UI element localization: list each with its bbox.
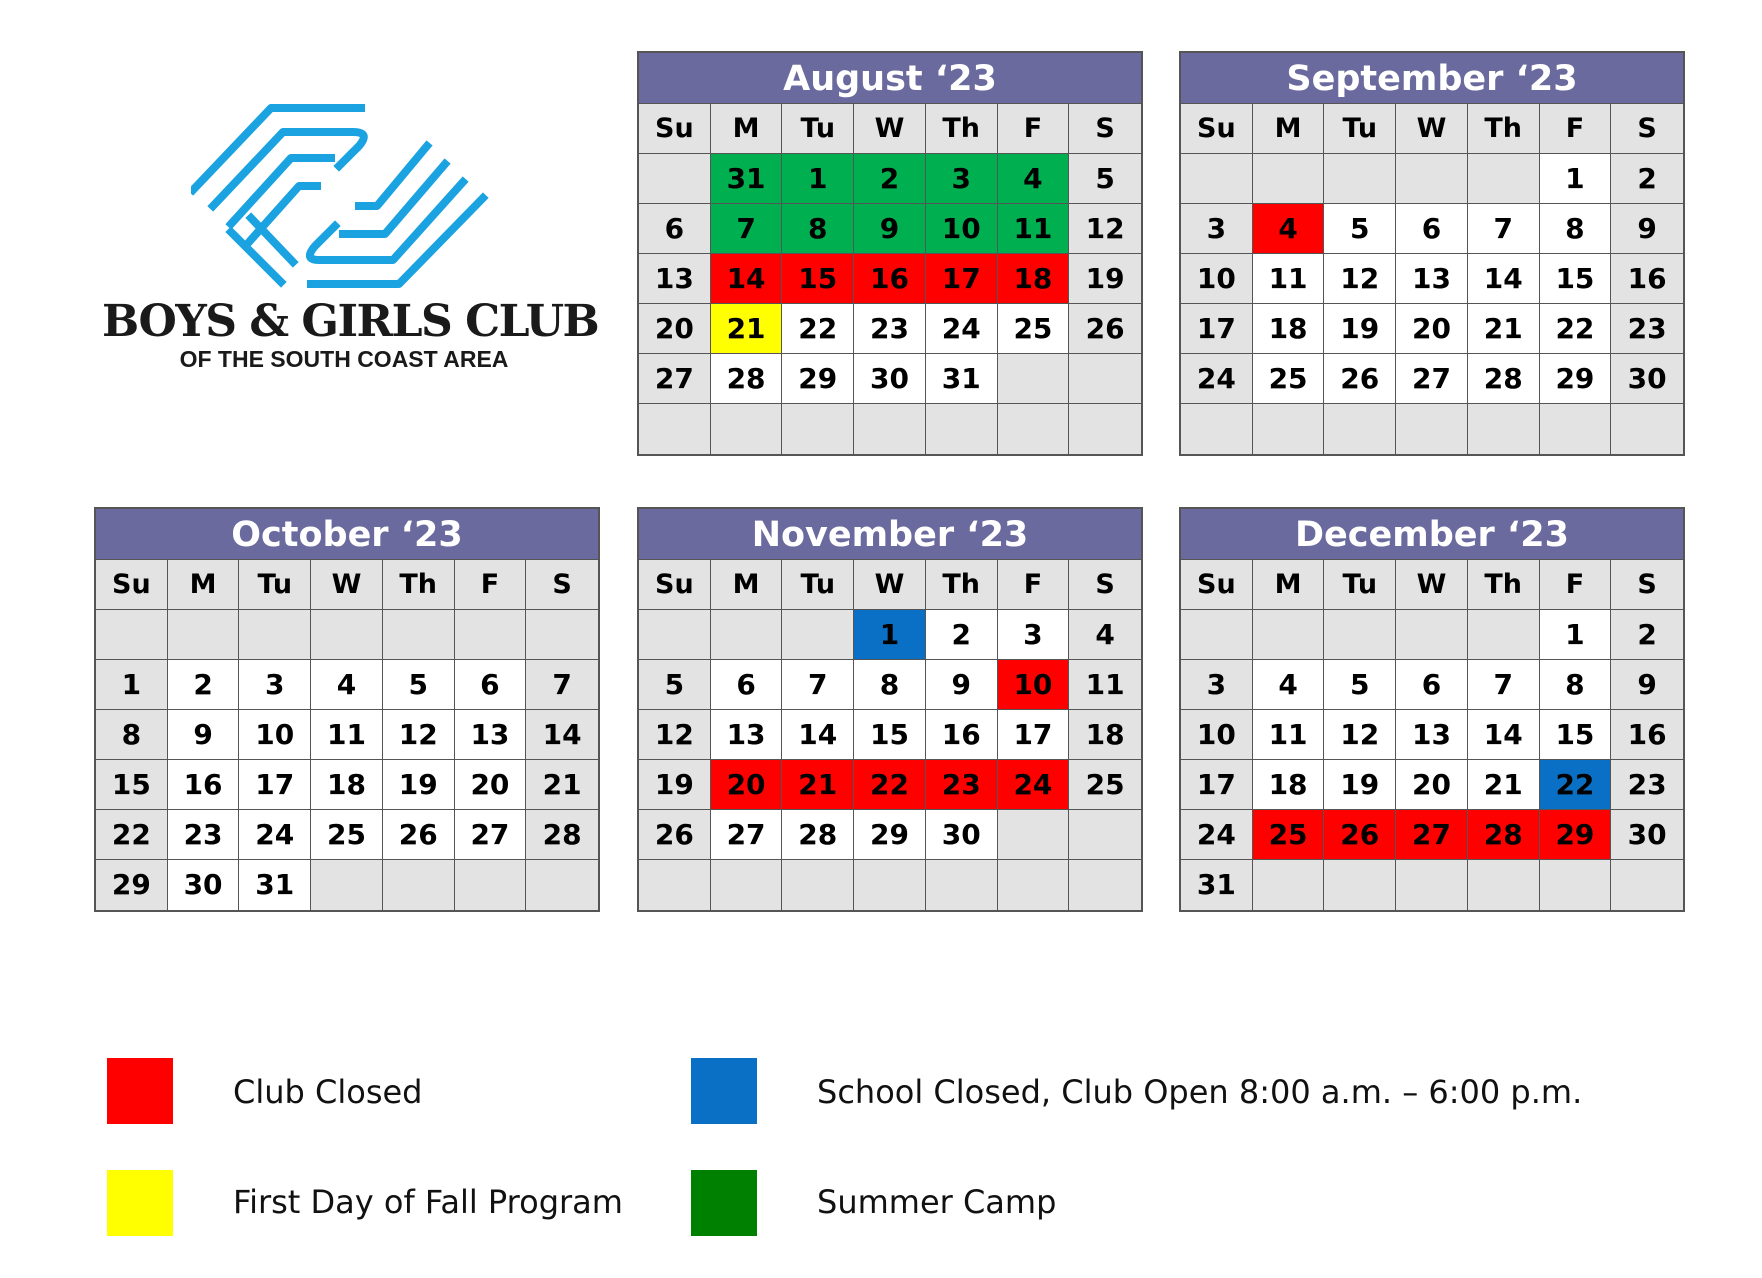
weekday-header: S bbox=[1611, 104, 1683, 154]
legend-swatch-first-day bbox=[107, 1170, 173, 1236]
day-cell: 9 bbox=[854, 204, 926, 254]
day-cell: 3 bbox=[998, 610, 1070, 660]
day-cell: 4 bbox=[1253, 660, 1325, 710]
legend-swatch-summer-camp bbox=[691, 1170, 757, 1236]
weekday-header: S bbox=[1069, 104, 1141, 154]
empty-day-cell bbox=[1540, 404, 1612, 454]
weekday-header: F bbox=[998, 104, 1070, 154]
day-cell: 22 bbox=[854, 760, 926, 810]
day-cell: 23 bbox=[168, 810, 240, 860]
empty-day-cell bbox=[1468, 154, 1540, 204]
day-cell: 1 bbox=[782, 154, 854, 204]
weekday-header: W bbox=[1396, 560, 1468, 610]
day-cell: 19 bbox=[639, 760, 711, 810]
day-cell: 21 bbox=[782, 760, 854, 810]
day-cell: 20 bbox=[711, 760, 783, 810]
empty-day-cell bbox=[1069, 404, 1141, 454]
day-cell: 14 bbox=[711, 254, 783, 304]
weekday-header: W bbox=[311, 560, 383, 610]
empty-day-cell bbox=[998, 404, 1070, 454]
weekday-header: Th bbox=[926, 104, 998, 154]
weekday-header: S bbox=[1611, 560, 1683, 610]
month-title: September ‘23 bbox=[1181, 53, 1683, 104]
day-cell: 9 bbox=[1611, 660, 1683, 710]
legend-label-school-closed: School Closed, Club Open 8:00 a.m. – 6:00 p.m. bbox=[817, 1073, 1583, 1111]
day-cell: 20 bbox=[1396, 760, 1468, 810]
day-cell: 12 bbox=[1324, 254, 1396, 304]
day-cell: 7 bbox=[526, 660, 598, 710]
month-grid bbox=[639, 104, 1141, 454]
day-cell: 9 bbox=[168, 710, 240, 760]
day-cell: 26 bbox=[1324, 354, 1396, 404]
empty-day-cell bbox=[311, 610, 383, 660]
weekday-header: S bbox=[1069, 560, 1141, 610]
day-cell: 6 bbox=[1396, 204, 1468, 254]
day-cell: 1 bbox=[854, 610, 926, 660]
day-cell: 22 bbox=[1540, 760, 1612, 810]
day-cell: 17 bbox=[998, 710, 1070, 760]
weekday-header: S bbox=[526, 560, 598, 610]
weekday-header: Su bbox=[1181, 104, 1253, 154]
day-cell: 27 bbox=[1396, 354, 1468, 404]
day-cell: 17 bbox=[926, 254, 998, 304]
weekday-header: Tu bbox=[1324, 104, 1396, 154]
day-cell: 24 bbox=[1181, 354, 1253, 404]
empty-day-cell bbox=[1253, 860, 1325, 910]
day-cell: 30 bbox=[1611, 810, 1683, 860]
weekday-header: Tu bbox=[1324, 560, 1396, 610]
day-cell: 18 bbox=[998, 254, 1070, 304]
legend-label-first-day: First Day of Fall Program bbox=[233, 1183, 623, 1221]
day-cell: 11 bbox=[1253, 254, 1325, 304]
day-cell: 20 bbox=[455, 760, 527, 810]
empty-day-cell bbox=[854, 404, 926, 454]
day-cell: 24 bbox=[998, 760, 1070, 810]
day-cell: 29 bbox=[1540, 354, 1612, 404]
day-cell: 10 bbox=[239, 710, 311, 760]
day-cell: 24 bbox=[1181, 810, 1253, 860]
day-cell: 14 bbox=[1468, 254, 1540, 304]
weekday-header: Su bbox=[639, 560, 711, 610]
empty-day-cell bbox=[1396, 154, 1468, 204]
empty-day-cell bbox=[1468, 404, 1540, 454]
day-cell: 8 bbox=[782, 204, 854, 254]
day-cell: 7 bbox=[782, 660, 854, 710]
weekday-header: Su bbox=[639, 104, 711, 154]
empty-day-cell bbox=[711, 610, 783, 660]
day-cell: 7 bbox=[1468, 204, 1540, 254]
day-cell: 9 bbox=[926, 660, 998, 710]
empty-day-cell bbox=[1253, 610, 1325, 660]
empty-day-cell bbox=[998, 810, 1070, 860]
empty-day-cell bbox=[998, 860, 1070, 910]
day-cell: 14 bbox=[1468, 710, 1540, 760]
month-grid bbox=[96, 560, 598, 910]
day-cell: 9 bbox=[1611, 204, 1683, 254]
day-cell: 8 bbox=[1540, 204, 1612, 254]
day-cell: 13 bbox=[639, 254, 711, 304]
day-cell: 8 bbox=[854, 660, 926, 710]
day-cell: 27 bbox=[711, 810, 783, 860]
day-cell: 5 bbox=[1324, 204, 1396, 254]
weekday-header: Th bbox=[926, 560, 998, 610]
day-cell: 6 bbox=[711, 660, 783, 710]
day-cell: 19 bbox=[1324, 304, 1396, 354]
empty-day-cell bbox=[455, 860, 527, 910]
day-cell: 15 bbox=[782, 254, 854, 304]
day-cell: 3 bbox=[239, 660, 311, 710]
weekday-header: M bbox=[1253, 104, 1325, 154]
day-cell: 16 bbox=[854, 254, 926, 304]
day-cell: 11 bbox=[311, 710, 383, 760]
day-cell: 30 bbox=[926, 810, 998, 860]
day-cell: 23 bbox=[1611, 760, 1683, 810]
day-cell: 28 bbox=[1468, 354, 1540, 404]
day-cell: 31 bbox=[711, 154, 783, 204]
empty-day-cell bbox=[1253, 154, 1325, 204]
day-cell: 20 bbox=[639, 304, 711, 354]
day-cell: 26 bbox=[639, 810, 711, 860]
empty-day-cell bbox=[1611, 860, 1683, 910]
day-cell: 24 bbox=[239, 810, 311, 860]
club-logo bbox=[96, 100, 599, 380]
day-cell: 7 bbox=[1468, 660, 1540, 710]
day-cell: 14 bbox=[526, 710, 598, 760]
day-cell: 22 bbox=[1540, 304, 1612, 354]
weekday-header: F bbox=[455, 560, 527, 610]
empty-day-cell bbox=[639, 404, 711, 454]
calendar-august bbox=[637, 51, 1143, 456]
weekday-header: Th bbox=[383, 560, 455, 610]
day-cell: 25 bbox=[1253, 810, 1325, 860]
empty-day-cell bbox=[711, 404, 783, 454]
day-cell: 19 bbox=[383, 760, 455, 810]
empty-day-cell bbox=[639, 610, 711, 660]
weekday-header: Th bbox=[1468, 104, 1540, 154]
day-cell: 29 bbox=[1540, 810, 1612, 860]
day-cell: 3 bbox=[1181, 660, 1253, 710]
day-cell: 5 bbox=[639, 660, 711, 710]
day-cell: 29 bbox=[854, 810, 926, 860]
month-grid bbox=[1181, 560, 1683, 910]
empty-day-cell bbox=[1468, 860, 1540, 910]
day-cell: 22 bbox=[782, 304, 854, 354]
day-cell: 3 bbox=[926, 154, 998, 204]
day-cell: 13 bbox=[455, 710, 527, 760]
day-cell: 11 bbox=[1253, 710, 1325, 760]
day-cell: 15 bbox=[1540, 710, 1612, 760]
day-cell: 23 bbox=[854, 304, 926, 354]
day-cell: 2 bbox=[854, 154, 926, 204]
day-cell: 27 bbox=[1396, 810, 1468, 860]
day-cell: 17 bbox=[1181, 760, 1253, 810]
empty-day-cell bbox=[455, 610, 527, 660]
day-cell: 25 bbox=[311, 810, 383, 860]
handshake-logo-icon bbox=[191, 100, 491, 290]
day-cell: 20 bbox=[1396, 304, 1468, 354]
weekday-header: Tu bbox=[782, 560, 854, 610]
empty-day-cell bbox=[711, 860, 783, 910]
empty-day-cell bbox=[1324, 860, 1396, 910]
day-cell: 5 bbox=[1324, 660, 1396, 710]
day-cell: 21 bbox=[711, 304, 783, 354]
empty-day-cell bbox=[1396, 610, 1468, 660]
day-cell: 31 bbox=[1181, 860, 1253, 910]
day-cell: 26 bbox=[383, 810, 455, 860]
day-cell: 30 bbox=[168, 860, 240, 910]
day-cell: 12 bbox=[383, 710, 455, 760]
empty-day-cell bbox=[1324, 404, 1396, 454]
weekday-header: Tu bbox=[239, 560, 311, 610]
day-cell: 28 bbox=[711, 354, 783, 404]
day-cell: 17 bbox=[239, 760, 311, 810]
legend-label-club-closed: Club Closed bbox=[233, 1073, 423, 1111]
day-cell: 29 bbox=[782, 354, 854, 404]
empty-day-cell bbox=[1396, 860, 1468, 910]
legend-label-summer-camp: Summer Camp bbox=[817, 1183, 1057, 1221]
weekday-header: M bbox=[168, 560, 240, 610]
weekday-header: W bbox=[854, 104, 926, 154]
day-cell: 25 bbox=[1069, 760, 1141, 810]
day-cell: 10 bbox=[998, 660, 1070, 710]
day-cell: 2 bbox=[1611, 154, 1683, 204]
day-cell: 8 bbox=[96, 710, 168, 760]
day-cell: 12 bbox=[1324, 710, 1396, 760]
day-cell: 18 bbox=[1069, 710, 1141, 760]
month-title: December ‘23 bbox=[1181, 509, 1683, 560]
legend-swatch-club-closed bbox=[107, 1058, 173, 1124]
empty-day-cell bbox=[782, 860, 854, 910]
empty-day-cell bbox=[1468, 610, 1540, 660]
weekday-header: Su bbox=[1181, 560, 1253, 610]
day-cell: 28 bbox=[1468, 810, 1540, 860]
empty-day-cell bbox=[926, 860, 998, 910]
month-grid bbox=[1181, 104, 1683, 454]
weekday-header: M bbox=[711, 560, 783, 610]
day-cell: 4 bbox=[1253, 204, 1325, 254]
day-cell: 27 bbox=[455, 810, 527, 860]
day-cell: 5 bbox=[383, 660, 455, 710]
day-cell: 15 bbox=[96, 760, 168, 810]
day-cell: 26 bbox=[1069, 304, 1141, 354]
empty-day-cell bbox=[1396, 404, 1468, 454]
day-cell: 24 bbox=[926, 304, 998, 354]
empty-day-cell bbox=[239, 610, 311, 660]
day-cell: 22 bbox=[96, 810, 168, 860]
empty-day-cell bbox=[639, 154, 711, 204]
day-cell: 14 bbox=[782, 710, 854, 760]
day-cell: 1 bbox=[1540, 610, 1612, 660]
empty-day-cell bbox=[1253, 404, 1325, 454]
empty-day-cell bbox=[311, 860, 383, 910]
weekday-header: F bbox=[1540, 104, 1612, 154]
day-cell: 10 bbox=[1181, 254, 1253, 304]
day-cell: 19 bbox=[1069, 254, 1141, 304]
calendar-december bbox=[1179, 507, 1685, 912]
day-cell: 6 bbox=[639, 204, 711, 254]
day-cell: 15 bbox=[1540, 254, 1612, 304]
day-cell: 5 bbox=[1069, 154, 1141, 204]
logo-subtitle: OF THE SOUTH COAST AREA bbox=[179, 346, 509, 372]
logo-title: BOYS & GIRLS CLUB bbox=[102, 296, 599, 347]
day-cell: 10 bbox=[926, 204, 998, 254]
empty-day-cell bbox=[926, 404, 998, 454]
day-cell: 2 bbox=[926, 610, 998, 660]
empty-day-cell bbox=[1181, 404, 1253, 454]
weekday-header: W bbox=[854, 560, 926, 610]
day-cell: 17 bbox=[1181, 304, 1253, 354]
day-cell: 31 bbox=[239, 860, 311, 910]
calendar-november bbox=[637, 507, 1143, 912]
day-cell: 21 bbox=[1468, 304, 1540, 354]
legend-swatch-school-closed bbox=[691, 1058, 757, 1124]
empty-day-cell bbox=[1069, 860, 1141, 910]
weekday-header: M bbox=[1253, 560, 1325, 610]
day-cell: 21 bbox=[1468, 760, 1540, 810]
weekday-header: Su bbox=[96, 560, 168, 610]
calendar-september bbox=[1179, 51, 1685, 456]
day-cell: 18 bbox=[311, 760, 383, 810]
empty-day-cell bbox=[639, 860, 711, 910]
day-cell: 2 bbox=[1611, 610, 1683, 660]
day-cell: 25 bbox=[1253, 354, 1325, 404]
empty-day-cell bbox=[782, 610, 854, 660]
day-cell: 30 bbox=[854, 354, 926, 404]
day-cell: 18 bbox=[1253, 304, 1325, 354]
empty-day-cell bbox=[1611, 404, 1683, 454]
day-cell: 13 bbox=[1396, 254, 1468, 304]
day-cell: 28 bbox=[526, 810, 598, 860]
day-cell: 28 bbox=[782, 810, 854, 860]
day-cell: 1 bbox=[96, 660, 168, 710]
empty-day-cell bbox=[1069, 354, 1141, 404]
month-title: November ‘23 bbox=[639, 509, 1141, 560]
empty-day-cell bbox=[383, 610, 455, 660]
day-cell: 29 bbox=[96, 860, 168, 910]
day-cell: 21 bbox=[526, 760, 598, 810]
day-cell: 16 bbox=[168, 760, 240, 810]
day-cell: 3 bbox=[1181, 204, 1253, 254]
empty-day-cell bbox=[1540, 860, 1612, 910]
weekday-header: Th bbox=[1468, 560, 1540, 610]
weekday-header: F bbox=[998, 560, 1070, 610]
empty-day-cell bbox=[1181, 154, 1253, 204]
empty-day-cell bbox=[168, 610, 240, 660]
empty-day-cell bbox=[998, 354, 1070, 404]
day-cell: 12 bbox=[639, 710, 711, 760]
day-cell: 12 bbox=[1069, 204, 1141, 254]
day-cell: 15 bbox=[854, 710, 926, 760]
day-cell: 10 bbox=[1181, 710, 1253, 760]
empty-day-cell bbox=[1324, 154, 1396, 204]
day-cell: 6 bbox=[1396, 660, 1468, 710]
day-cell: 26 bbox=[1324, 810, 1396, 860]
day-cell: 4 bbox=[998, 154, 1070, 204]
day-cell: 1 bbox=[1540, 154, 1612, 204]
day-cell: 4 bbox=[311, 660, 383, 710]
day-cell: 23 bbox=[1611, 304, 1683, 354]
day-cell: 23 bbox=[926, 760, 998, 810]
day-cell: 13 bbox=[711, 710, 783, 760]
month-title: August ‘23 bbox=[639, 53, 1141, 104]
day-cell: 6 bbox=[455, 660, 527, 710]
weekday-header: F bbox=[1540, 560, 1612, 610]
empty-day-cell bbox=[526, 860, 598, 910]
empty-day-cell bbox=[782, 404, 854, 454]
empty-day-cell bbox=[1181, 610, 1253, 660]
empty-day-cell bbox=[96, 610, 168, 660]
weekday-header: W bbox=[1396, 104, 1468, 154]
month-grid bbox=[639, 560, 1141, 910]
day-cell: 13 bbox=[1396, 710, 1468, 760]
day-cell: 31 bbox=[926, 354, 998, 404]
day-cell: 19 bbox=[1324, 760, 1396, 810]
day-cell: 27 bbox=[639, 354, 711, 404]
weekday-header: M bbox=[711, 104, 783, 154]
day-cell: 7 bbox=[711, 204, 783, 254]
day-cell: 30 bbox=[1611, 354, 1683, 404]
day-cell: 8 bbox=[1540, 660, 1612, 710]
empty-day-cell bbox=[526, 610, 598, 660]
day-cell: 11 bbox=[1069, 660, 1141, 710]
day-cell: 16 bbox=[1611, 254, 1683, 304]
day-cell: 18 bbox=[1253, 760, 1325, 810]
day-cell: 4 bbox=[1069, 610, 1141, 660]
weekday-header: Tu bbox=[782, 104, 854, 154]
empty-day-cell bbox=[1069, 810, 1141, 860]
empty-day-cell bbox=[1324, 610, 1396, 660]
day-cell: 16 bbox=[926, 710, 998, 760]
day-cell: 16 bbox=[1611, 710, 1683, 760]
day-cell: 25 bbox=[998, 304, 1070, 354]
calendar-october bbox=[94, 507, 600, 912]
day-cell: 2 bbox=[168, 660, 240, 710]
empty-day-cell bbox=[854, 860, 926, 910]
empty-day-cell bbox=[383, 860, 455, 910]
day-cell: 11 bbox=[998, 204, 1070, 254]
month-title: October ‘23 bbox=[96, 509, 598, 560]
